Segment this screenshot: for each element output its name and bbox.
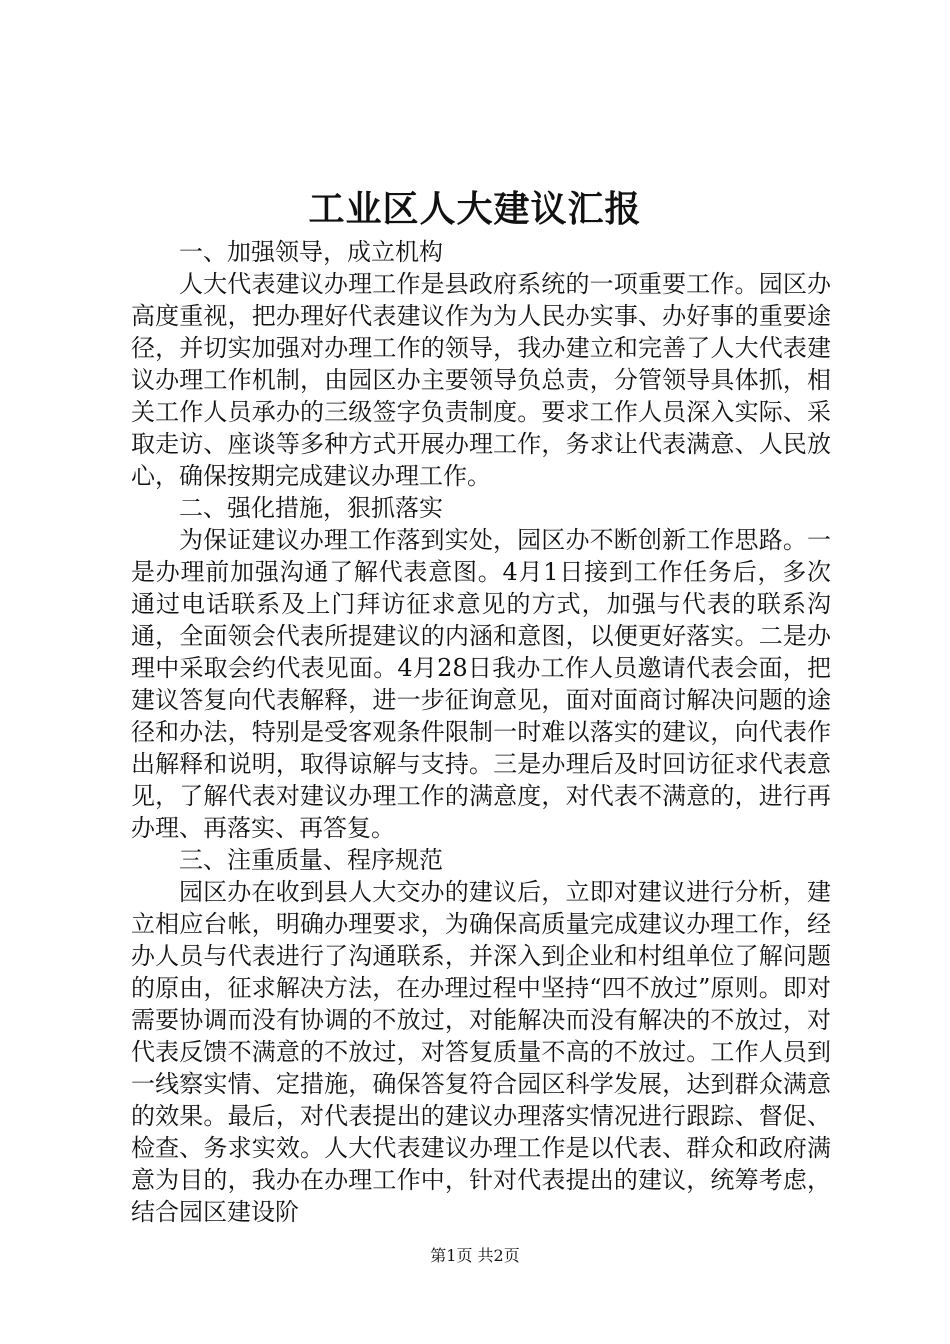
page-number-footer: 第1页 共2页 bbox=[430, 1246, 520, 1265]
section-heading-3: 三、注重质量、程序规范 bbox=[179, 846, 443, 874]
document-title: 工业区人大建议汇报 bbox=[308, 188, 642, 230]
paragraph-1: 人大代表建议办理工作是县政府系统的一项重要工作。园区办高度重视，把办理好代表建议作为为人民办实事、办好事的重要途径，并切实加强对办理工作的领导，我办建立和完善了人大代表建议办理工作机制，由园区办主要领导负总责，分管领导具体抓，相关工作人员承办的三级签字负责制度。要求工作人员深入实际、采取走访、座谈等多种方式开展办理工作，务求让代表满意、人民放心，确保按期完成建议办理工作。 bbox=[131, 270, 831, 490]
document-body bbox=[131, 236, 831, 1228]
paragraph-3: 园区办在收到县人大交办的建议后，立即对建议进行分析，建立相应台帐，明确办理要求，为确保高质量完成建议办理工作，经办人员与代表进行了沟通联系，并深入到企业和村组单位了解问题的原由，征求解决方法，在办理过程中坚持“四不放过”原则。即对需要协调而没有协调的不放过，对能解决而没有解决的不放过，对代表反馈不满意的不放过，对答复质量不高的不放过。工作人员到一线察实情、定措施，确保答复符合园区科学发展，达到群众满意的效果。最后，对代表提出的建议办理落实情况进行跟踪、督促、检查、务求实效。人大代表建议办理工作是以代表、群众和政府满意为目的，我办在办理工作中，针对代表提出的建议，统筹考虑，结合园区建设阶 bbox=[131, 878, 831, 1226]
paragraph-2: 为保证建议办理工作落到实处，园区办不断创新工作思路。一是办理前加强沟通了解代表意图。4月1日接到工作任务后，多次通过电话联系及上门拜访征求意见的方式，加强与代表的联系沟通，全面领会代表所提建议的内涵和意图，以便更好落实。二是办理中采取会约代表见面。4月28日我办工作人员邀请代表会面，把建议答复向代表解释，进一步征询意见，面对面商讨解决问题的途径和办法，特别是受客观条件限制一时难以落实的建议，向代表作出解释和说明，取得谅解与支持。三是办理后及时回访征求代表意见，了解代表对建议办理工作的满意度，对代表不满意的，进行再办理、再落实、再答复。 bbox=[131, 526, 831, 842]
section-heading-2: 二、强化措施，狠抓落实 bbox=[179, 494, 443, 522]
section-heading-1: 一、加强领导，成立机构 bbox=[179, 238, 443, 266]
